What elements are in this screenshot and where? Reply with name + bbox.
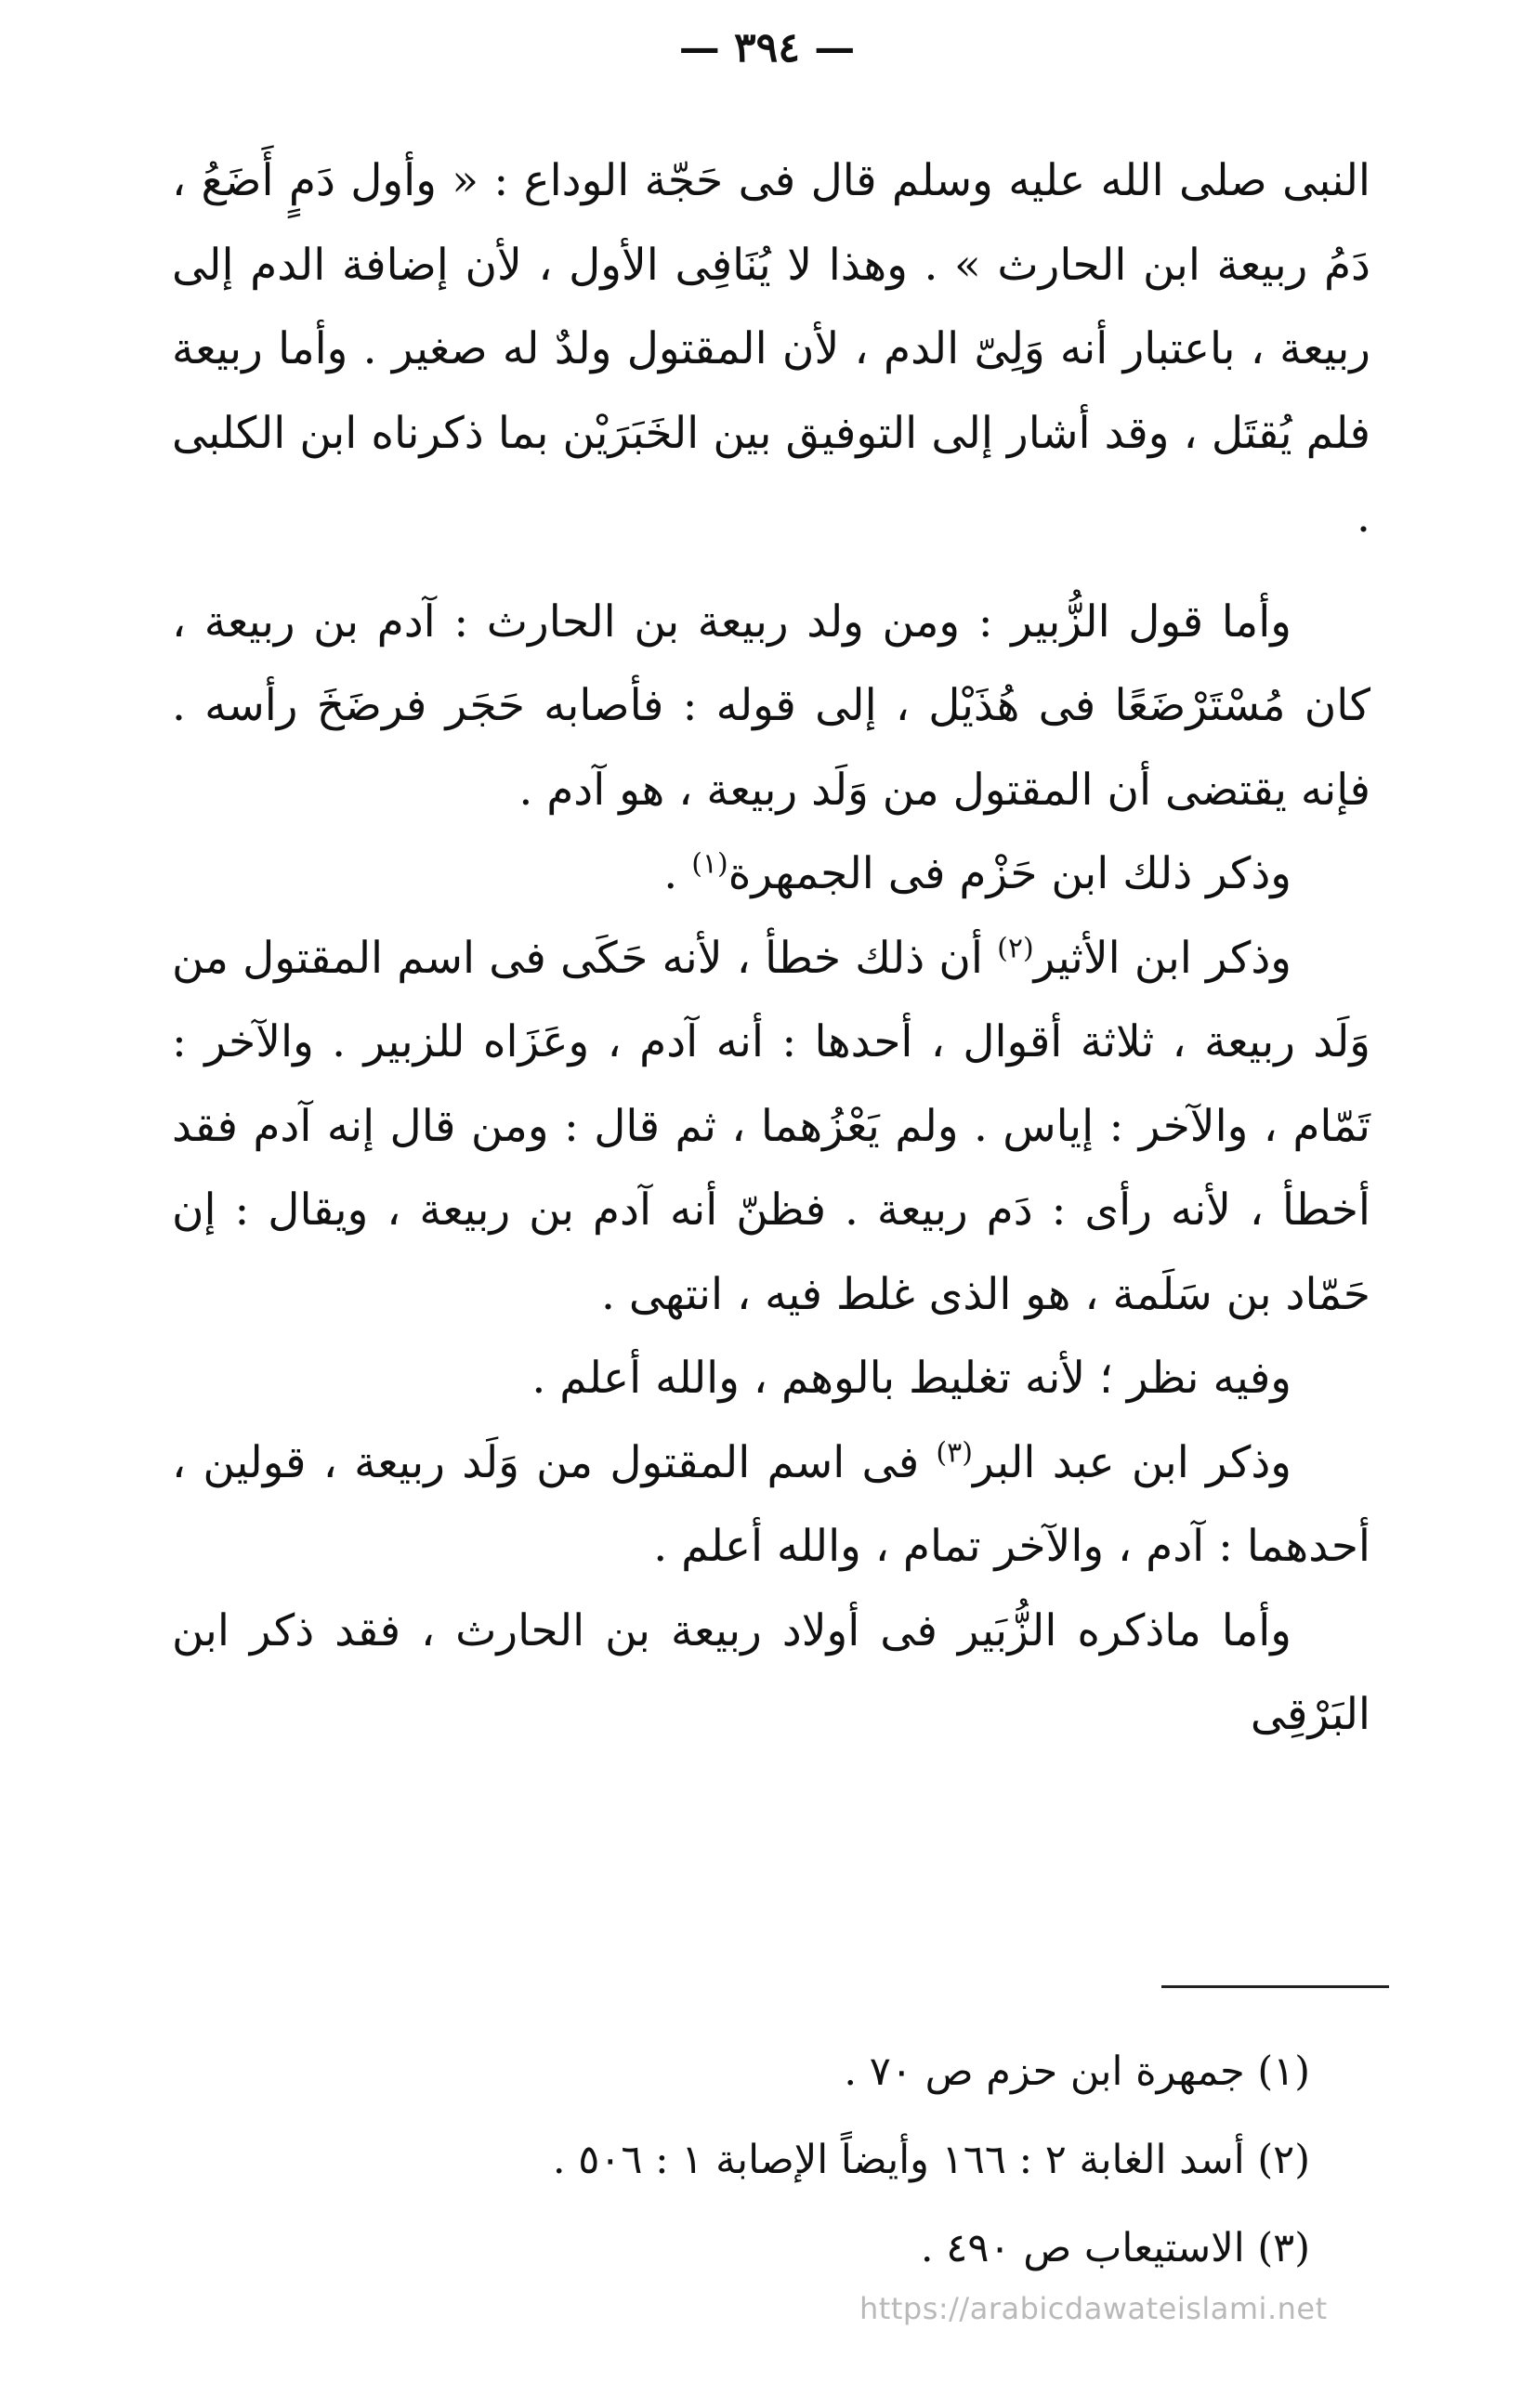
paragraph-5: وفيه نظر ؛ لأنه تغليط بالوهم ، والله أعلم . — [531, 1353, 1291, 1404]
footnote-3: (٣) الاستيعاب ص ٤٩٠ . — [920, 2225, 1310, 2271]
paragraph-2: وأما قول الزُّبير : ومن ولد ربيعة بن الحارث : آدم بن ربيعة ، كان مُسْتَرْضَعًا فى هُذَيْل ، إلى قوله : فأصابه حَجَر فرضَخَ رأسه . فإنه يقتضى أن المقتول من وَلَد ربيعة ، هو آدم . — [172, 595, 1370, 816]
footnote-ref-3: (٣) — [936, 1435, 973, 1469]
main-text — [172, 139, 1370, 1758]
paragraph-6-text: وذكر ابن عبد البر — [972, 1436, 1291, 1488]
footnote-ref-2: (٢) — [997, 931, 1034, 964]
paragraph-6-tail: فى اسم المقتول من وَلَد ربيعة ، قولين ، أحدهما : آدم ، والآخر تمام ، والله أعلم . — [172, 1436, 1370, 1572]
footnote-divider — [1161, 1985, 1389, 1988]
paragraph-1: النبى صلى الله عليه وسلم قال فى حَجّة الوداع : « وأول دَمٍ أَضَعُ ، دَمُ ربيعة ابن الحارث » . وهذا لا يُنَافِى الأول ، لأن إضافة الدم إلى ربيعة ، باعتبار أنه وَلِىّ الدم ، لأن المقتول ولدٌ له صغير . وأما ربيعة فلم يُقتَل ، وقد أشار إلى التوفيق بين الخَبَرَيْن بما ذكرناه ابن الكلبى . — [172, 155, 1370, 543]
footnote-1: (١) جمهرة ابن حزم ص ٧٠ . — [844, 2048, 1310, 2095]
page-number: — ٣٩٤ — — [678, 24, 856, 72]
footnote-ref-1: (١) — [691, 847, 728, 881]
paragraph-3-tail: . — [663, 848, 692, 899]
paragraph-3-text: وذكر ذلك ابن حَزْم فى الجمهرة — [728, 848, 1291, 899]
paragraph-4-tail: أن ذلك خطأ ، لأنه حَكَى فى اسم المقتول من وَلَد ربيعة ، ثلاثة أقوال ، أحدها : أنه آدم ، وعَزَاه للزبير . والآخر : تَمّام ، والآخر : إياس . ولم يَعْزُهما ، ثم قال : ومن قال إنه آدم فقد أخطأ ، لأنه رأى : دَم ربيعة . فظنّ أنه آدم بن ربيعة ، ويقال : إن حَمّاد بن سَلَمة ، هو الذى غلط فيه ، انتهى . — [172, 932, 1370, 1320]
paragraph-6 — [172, 1421, 1370, 1590]
paragraph-7: وأما ماذكره الزُّبَير فى أولاد ربيعة بن الحارث ، فقد ذكر ابن البَرْقِى — [172, 1604, 1370, 1740]
paragraph-3 — [172, 832, 1370, 917]
paragraph-4 — [172, 917, 1370, 1338]
footnotes — [279, 2028, 1310, 2293]
paragraph-4-text: وذكر ابن الأثير — [1033, 932, 1291, 984]
footnote-2: (٢) أسد الغابة ٢ : ١٦٦ وأيضاً الإصابة ١ : ٥٠٦ . — [552, 2137, 1310, 2183]
watermark-url: https://arabicdawateislami.net — [859, 2291, 1328, 2326]
